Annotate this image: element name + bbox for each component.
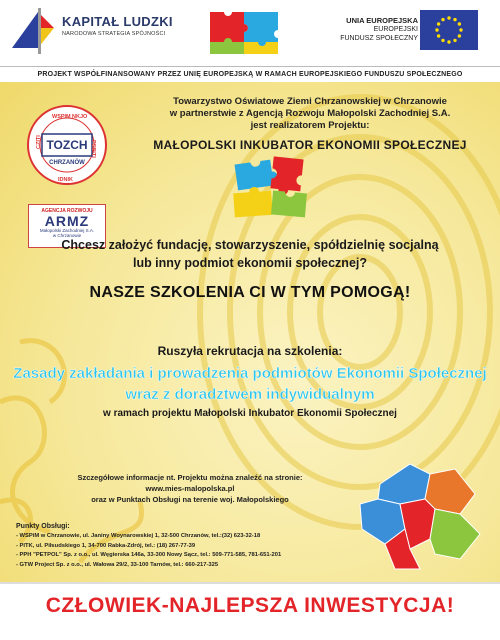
eu-line2: EUROPEJSKI <box>373 26 418 33</box>
eu-text <box>300 16 418 43</box>
headline-help: NASZE SZKOLENIA CI W TYM POMOGĄ! <box>89 284 411 301</box>
slogan: CZŁOWIEK-NAJLEPSZA INWESTYCJA! <box>45 594 455 617</box>
eu-star-icon <box>435 28 438 31</box>
service-point-item: - WSPiM w Chrzanowie, ul. Janiny Woynarowskiej 1, 32-500 Chrzanów, tel.:(32) 623-32-18 <box>16 533 261 539</box>
eu-star-icon <box>437 34 440 37</box>
tozch-seal-logo <box>26 104 108 186</box>
armz-name: ARMZ <box>44 213 90 229</box>
seal-ring-word: PSBITI <box>90 140 96 158</box>
seal-city: CHRZANÓW <box>49 160 85 166</box>
eu-star-icon <box>453 39 456 42</box>
kapital-ludzki-subtitle: NARODOWA STRATEGIA SPÓJNOŚCI <box>62 31 166 37</box>
eu-star-icon <box>447 40 450 43</box>
eu-star-icon <box>458 22 461 25</box>
partnership-line: w partnerstwie z Agencją Rozwoju Małopolski Zachodniej S.A. <box>169 108 451 119</box>
eu-star-icon <box>458 34 461 37</box>
kapital-ludzki-text <box>62 14 182 37</box>
puzzle-pieces-icon <box>228 152 314 224</box>
armz-line1: Małopolski Zachodniej S.A. <box>39 228 95 233</box>
seal-ring-word: IDNIK <box>58 177 73 183</box>
service-points <box>16 523 346 570</box>
info-line-1: Szczegółowe informacje nt. Projektu można znaleźć na stronie: <box>77 473 303 482</box>
question-line-1: Chcesz założyć fundację, stowarzyszenie, spółdzielnię socjalną <box>61 238 439 252</box>
eu-title: UNIA EUROPEJSKA <box>346 16 418 25</box>
seal-ring-word: CZITI <box>36 135 42 149</box>
service-points-title: Punkty Obsługi: <box>16 523 70 530</box>
question-line-2: lub inny podmiot ekonomii społecznej? <box>132 256 368 270</box>
website-link[interactable]: www.mies-malopolska.pl <box>145 484 235 493</box>
recruitment-intro: Ruszyła rekrutacja na szkolenia: <box>157 344 343 358</box>
training-title-1: Zasady zakładania i prowadzenia podmiotów Ekonomii Społecznej <box>13 365 487 382</box>
eu-star-icon <box>441 39 444 42</box>
eu-star-icon <box>453 18 456 21</box>
project-cofinance-line: PROJEKT WSPÓŁFINANSOWANY PRZEZ UNIĘ EUROPEJSKĄ W RAMACH EUROPEJSKIEGO FUNDUSZU SPOŁECZNEGO <box>0 66 500 82</box>
eu-line3: FUNDUSZ SPOŁECZNY <box>340 35 418 42</box>
armz-top-text: AGENCJA ROZWOJU <box>41 208 93 214</box>
eu-star-icon <box>447 16 450 19</box>
kapital-ludzki-logo <box>8 8 58 54</box>
organization-line: Towarzystwo Oświatowe Ziemi Chrzanowskiej w Chrzanowie <box>173 96 447 107</box>
seal-ring-word: WSPIM <box>52 114 71 120</box>
training-scope: w ramach projektu Małopolski Inkubator Ekonomii Społecznej <box>103 408 397 419</box>
service-point-item: - PITK, ul. Piłsudskiego 1, 34-700 Rabka-Zdrój, tel.: (18) 267-77-39 <box>16 542 196 549</box>
service-point-item: - PPH "PETPOL" Sp. z o.o., ul. Węgierska 146a, 33-300 Nowy Sącz, tel.: 509-771-585, 781-651-201 <box>16 552 282 558</box>
service-point-item: - GTW Project Sp. z o.o., ul. Wałowa 29/2, 33-100 Tarnów, tel.: 660-217-325 <box>16 561 219 568</box>
realizer-line: jest realizatorem Projektu: <box>250 120 370 131</box>
info-line-3: oraz w Punktach Obsługi na terenie woj. Małopolskiego <box>91 495 289 504</box>
armz-line2: w Chrzanowie <box>52 233 82 238</box>
seal-name: TOZCH <box>46 138 88 152</box>
eu-star-icon <box>441 18 444 21</box>
malopolska-map <box>350 444 490 574</box>
training-title-2: wraz z doradztwem indywidualnym <box>125 386 375 403</box>
project-name: MAŁOPOLSKI INKUBATOR EKONOMII SPOŁECZNEJ <box>153 138 467 152</box>
eu-star-icon <box>459 28 462 31</box>
poster-main <box>0 82 500 582</box>
eu-star-icon <box>437 22 440 25</box>
footer-banner <box>0 582 500 640</box>
eu-flag-icon <box>420 10 478 50</box>
kapital-ludzki-title: KAPITAŁ LUDZKI <box>62 14 173 29</box>
seal-ring-word: NKJO <box>72 114 88 120</box>
puzzle-icon <box>205 6 285 56</box>
